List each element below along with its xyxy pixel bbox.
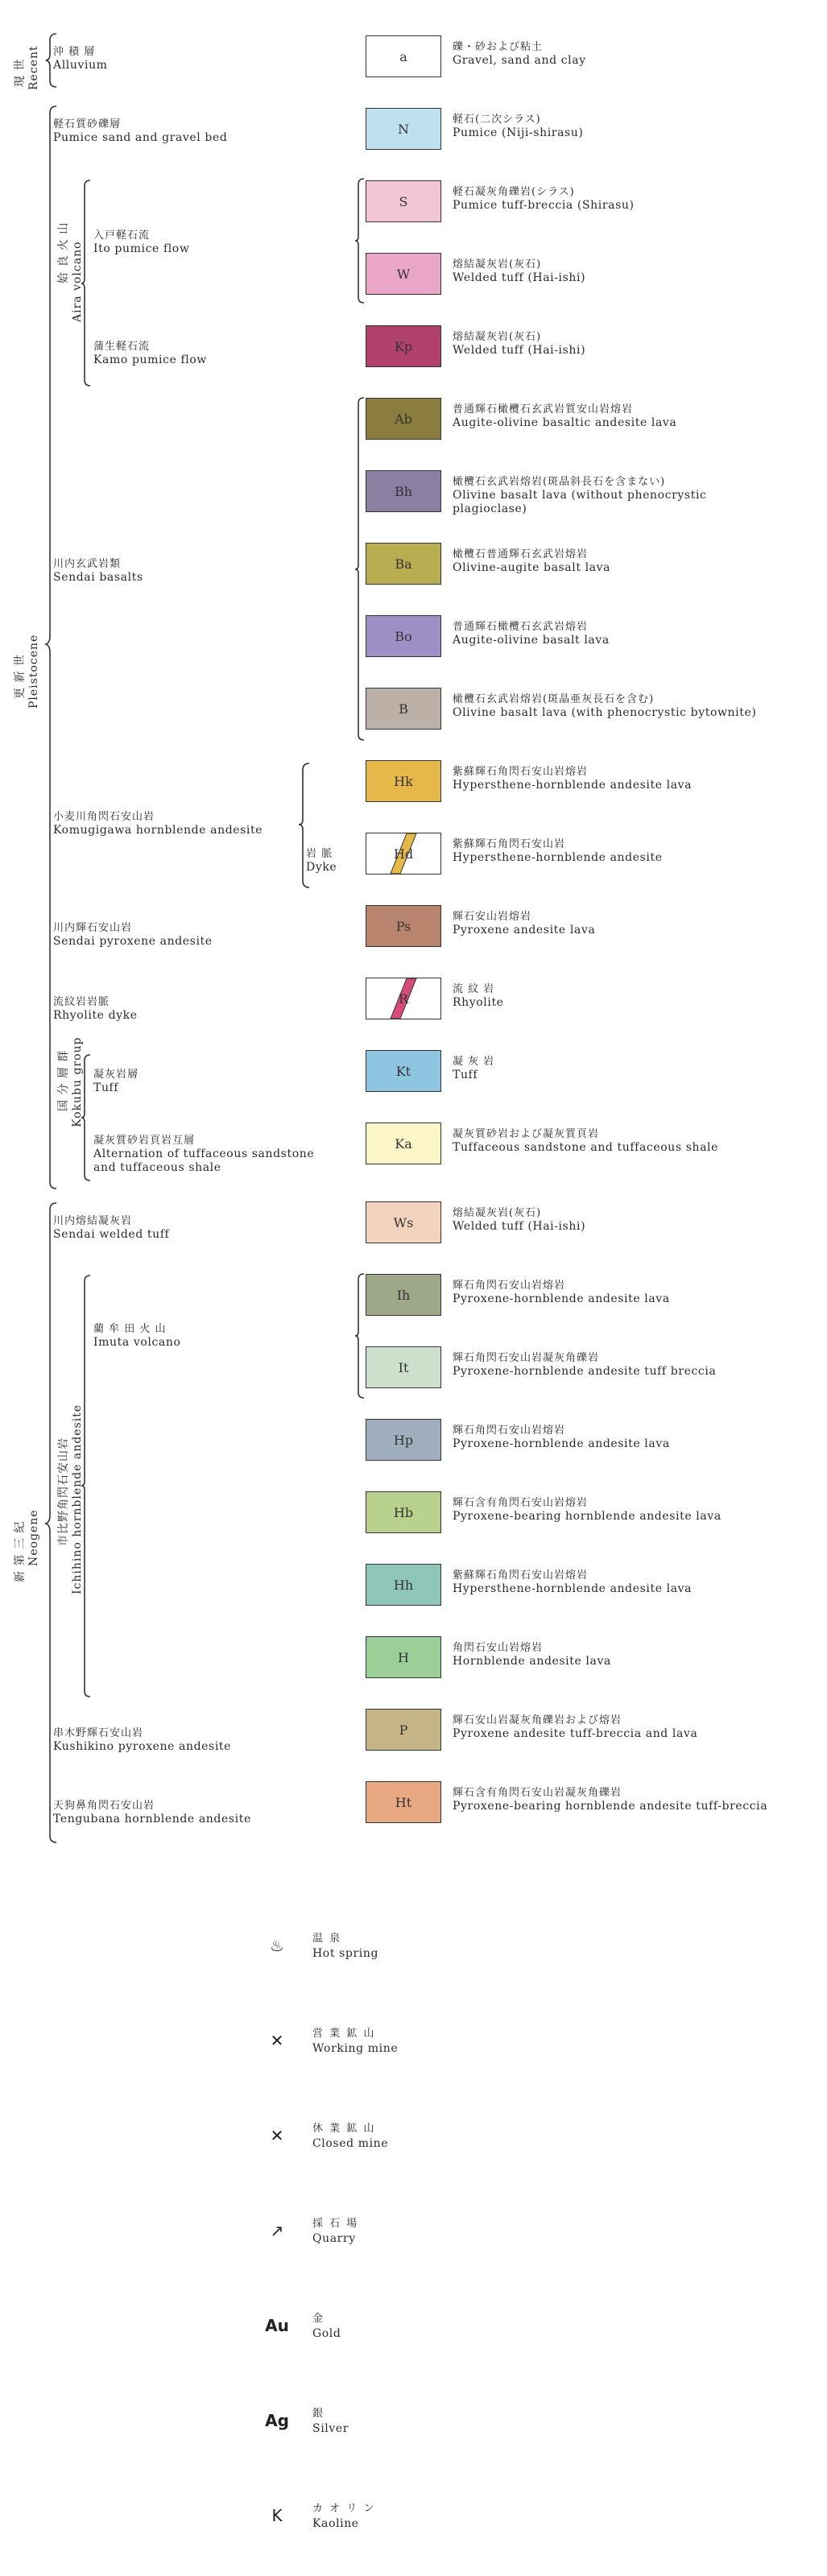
era-neogene-en: Neogene [27,1509,40,1566]
symbol-row [258,1931,596,1966]
legend-description [453,475,706,516]
legend-desc-en: Olivine basalt lava (with phenocrystic bytownite) [453,706,757,719]
era-pleistocene-en: Pleistocene [27,634,40,709]
legend-description [453,1424,670,1451]
legend-desc-en: Hornblende andesite lava [453,1655,611,1668]
hot-spring-icon: ♨ [270,1936,284,1955]
legend-desc-en: Pyroxene-bearing hornblende andesite lava [453,1510,722,1523]
era-neogene-jp: 新 第 三 紀 [14,1520,27,1582]
legend-swatch [366,760,441,802]
unit-label: 小麦川角閃石安山岩 Komugigawa hornblende andesite [53,811,263,837]
legend-description [453,1569,692,1596]
legend-description [453,1351,716,1379]
legend-desc-jp: 輝石安山岩熔岩 [453,911,532,923]
legend-swatch [366,833,441,875]
legend-row [366,108,817,150]
legend-desc-en: Pyroxene-hornblende andesite lava [453,1437,670,1450]
legend-row [366,1201,817,1243]
legend-row [366,1781,817,1823]
legend-row [366,1709,817,1751]
legend-swatch [366,1123,441,1164]
legend-desc-jp: 輝石角閃石安山岩凝灰角礫岩 [453,1352,600,1364]
legend-code: Ih [396,1287,411,1303]
legend-code: Bh [394,483,413,499]
legend-desc-jp: 普通輝石橄欖石玄武岩質安山岩熔岩 [453,403,634,416]
symbol-description [312,2406,349,2437]
symbol-desc-en: Quarry [312,2232,356,2245]
legend-row [366,1123,817,1164]
legend-swatch [366,1781,441,1823]
legend-swatch [366,1491,441,1533]
symbol-desc-jp: 営 業 鉱 山 [312,2028,376,2040]
legend-swatch [366,1564,441,1606]
unit-label: 串木野輝石安山岩 Kushikino pyroxene andesite [53,1727,232,1753]
legend-description [453,40,586,68]
symbol-description [312,1931,378,1962]
legend-row [366,35,817,77]
symbol-desc-en: Hot spring [312,1947,379,1960]
legend-swatch [366,35,441,77]
unit-label: 凝灰質砂岩頁岩互層 Alternation of tuffaceous sandstone and tuffaceous shale [93,1135,315,1174]
legend-description [453,1279,670,1306]
legend-desc-en: Augite-olivine basalt lava [453,634,610,647]
bracket-aira [81,179,93,388]
unit-label: 藺 牟 田 火 山 Imuta volcano [93,1323,181,1349]
legend-desc-jp: 輝石安山岩凝灰角礫岩および熔岩 [453,1714,622,1726]
group-kokubu-en: Kokubu group [71,1036,84,1127]
legend-desc-jp: 輝石含有角閃石安山岩凝灰角礫岩 [453,1787,622,1799]
legend-code: Bo [395,628,412,644]
legend-code: It [398,1359,409,1375]
legend-desc-jp: 角閃石安山岩熔岩 [453,1642,544,1654]
symbol-desc-en: Kaoline [312,2517,359,2530]
unit-label: 川内輝石安山岩 Sendai pyroxene andesite [53,922,213,948]
legend-row [366,1050,817,1092]
era-pleistocene-jp: 更 新 世 [14,654,27,699]
legend-row [366,1346,817,1388]
symbol-row [258,2311,596,2347]
legend-row [366,253,817,295]
symbol-description [312,2026,398,2057]
group-ichihino-jp: 市比野角閃石安山岩 [57,1437,70,1546]
symbol-description [312,2501,375,2532]
legend-desc-jp: 普通輝石橄欖石玄武岩熔岩 [453,621,589,633]
legend-row [366,1419,817,1461]
legend-code: Ps [395,918,411,934]
legend-row [366,543,817,585]
legend-description [453,910,595,937]
symbol-description [312,2121,388,2152]
legend-row [366,1491,817,1533]
legend-swatch [366,398,441,440]
legend-swatch [366,978,441,1019]
legend-swatch [366,1419,441,1461]
legend-row [366,615,817,657]
legend-swatch [366,180,441,222]
legend-code: Hd [393,846,414,862]
legend-desc-en: Welded tuff (Hai-ishi) [453,271,586,284]
gold-icon: Au [265,2316,289,2335]
legend-desc-en: Pyroxene andesite lava [453,924,596,937]
working-mine-icon: ✕ [270,2031,284,2050]
legend-code: Kt [395,1063,411,1079]
symbol-desc-jp: カ オ リ ン [312,2503,376,2515]
legend-desc-en: Pyroxene-hornblende andesite lava [453,1292,670,1305]
legend-swatch [366,615,441,657]
legend-desc-en: Rhyolite [453,996,504,1009]
legend-code: Hb [393,1504,414,1520]
legend-desc-en: Gravel, sand and clay [453,54,586,67]
legend-desc-jp: 熔結凝灰岩(灰石) [453,258,542,271]
legend-desc-en: Welded tuff (Hai-ishi) [453,344,586,357]
legend-description [453,258,585,285]
kaoline-icon: K [271,2506,283,2525]
legend-code: W [396,266,411,282]
legend-desc-en: Olivine basalt lava (without phenocrystic [453,489,707,502]
legend-swatch [366,543,441,585]
legend-row [366,180,817,222]
legend-row [366,1274,817,1316]
legend-code: a [399,48,407,64]
legend-desc-en: Welded tuff (Hai-ishi) [453,1220,586,1233]
legend-desc-en: Pumice (Niji-shirasu) [453,126,584,139]
legend-row [366,1636,817,1678]
legend-code: Ht [395,1794,412,1810]
legend-desc-jp: 凝灰質砂岩および凝灰質頁岩 [453,1128,600,1140]
legend-desc-jp: 凝 灰 岩 [453,1056,495,1068]
legend-desc-jp: 礫・砂および粘土 [453,41,544,53]
legend-code: H [398,1649,409,1665]
symbol-desc-jp: 金 [312,2313,325,2325]
legend-description [453,1641,611,1668]
legend-row [366,398,817,440]
legend-desc-en-cont: plagioclase) [453,502,527,515]
legend-description [453,1714,697,1741]
legend-description [453,982,504,1010]
legend-swatch [366,1346,441,1388]
bracket-imuta [81,1274,93,1699]
legend-desc-en: Pyroxene-bearing hornblende andesite tuff-breccia [453,1800,768,1813]
legend-row [366,325,817,367]
legend-row [366,833,817,875]
symbol-desc-en: Gold [312,2327,341,2340]
quarry-icon: ↗ [270,2221,284,2240]
bracket-kokubu [81,1053,93,1184]
symbol-desc-jp: 採 石 場 [312,2218,359,2230]
legend-description [453,1786,767,1813]
legend-description [453,620,610,647]
legend-code: R [398,990,409,1007]
bracket-pleistocene [45,105,61,1192]
unit-label: 軽石質砂礫層 Pumice sand and gravel bed [53,118,228,144]
symbol-desc-en: Working mine [312,2042,399,2055]
legend-desc-jp: 紫蘇輝石角閃石安山岩熔岩 [453,766,589,778]
symbol-desc-en: Silver [312,2422,349,2435]
symbol-row [258,2026,596,2061]
legend-desc-jp: 橄欖石玄武岩熔岩(斑晶亜灰長石を含む) [453,693,655,705]
symbol-desc-en: Closed mine [312,2137,389,2150]
legend-desc-en: Olivine-augite basalt lava [453,561,611,574]
unit-label: 岩 脈 Dyke [306,848,337,874]
symbol-description [312,2216,358,2247]
legend-code: Ab [395,411,412,427]
unit-label: 蒲生軽石流 Kamo pumice flow [93,341,207,366]
legend-swatch [366,905,441,947]
legend-desc-en: Tuffaceous sandstone and tuffaceous shale [453,1141,719,1154]
legend-code: N [398,121,409,137]
legend-swatch [366,1709,441,1751]
legend-desc-en: Hypersthene-hornblende andesite [453,851,663,864]
silver-icon: Ag [265,2411,289,2430]
group-kokubu-jp: 国 分 層 群 [57,1049,70,1111]
legend-desc-en: Hypersthene-hornblende andesite lava [453,1582,693,1595]
legend-code: P [399,1722,408,1738]
legend-swatch [366,1201,441,1243]
legend-row [366,1564,817,1606]
legend-desc-jp: 橄欖石普通輝石玄武岩熔岩 [453,548,589,560]
legend-code: S [399,193,408,209]
legend-desc-jp: 橄欖石玄武岩熔岩(斑晶斜長石を含まない) [453,476,666,488]
legend-desc-en: Pyroxene andesite tuff-breccia and lava [453,1727,698,1740]
legend-description [453,837,663,865]
legend-desc-jp: 熔結凝灰岩(灰石) [453,1207,542,1219]
symbol-row [258,2216,596,2251]
legend-description [453,548,610,575]
legend-desc-en: Tuff [453,1069,478,1081]
legend-row [366,470,817,515]
legend-desc-jp: 軽石凝灰角礫岩(シラス) [453,186,575,198]
unit-label: 天狗鼻角閃石安山岩 Tengubana hornblende andesite [53,1800,251,1826]
unit-label: 入戸軽石流 Ito pumice flow [93,229,190,255]
legend-desc-jp: 紫蘇輝石角閃石安山岩 [453,838,566,850]
group-aira-en: Aira volcano [71,241,84,322]
symbol-desc-jp: 銀 [312,2408,325,2420]
legend-description [453,185,635,213]
era-recent-en: Recent [27,45,40,90]
legend-swatch [366,470,441,512]
legend-description [453,113,584,140]
legend-swatch [366,1050,441,1092]
legend-description [453,1127,718,1155]
legend-row [366,905,817,947]
legend-description [453,330,585,358]
group-aira-jp: 姶 良 火 山 [57,221,70,283]
legend-code: Ba [395,556,412,572]
legend-desc-jp: 紫蘇輝石角閃石安山岩熔岩 [453,1569,589,1582]
legend-row [366,760,817,802]
legend-desc-jp: 輝石角閃石安山岩熔岩 [453,1280,566,1292]
legend-code: Ka [395,1135,412,1152]
legend-code: Hk [394,773,413,789]
legend-code: Hh [393,1577,414,1593]
legend-description [453,765,692,792]
symbol-row [258,2121,596,2156]
unit-label: 凝灰岩層 Tuff [93,1069,139,1094]
unit-label: 川内玄武岩類 Sendai basalts [53,558,143,584]
legend-desc-en: Pumice tuff-breccia (Shirasu) [453,199,635,212]
closed-mine-icon: ✕ [270,2126,284,2145]
legend-description [453,403,676,430]
legend-code: B [399,701,408,717]
unit-label: 流紋岩岩脈 Rhyolite dyke [53,996,138,1022]
unit-label: 川内熔結凝灰岩 Sendai welded tuff [53,1215,170,1241]
legend-swatch [366,1636,441,1678]
legend-swatch [366,1274,441,1316]
legend-description [453,1055,494,1082]
symbol-desc-jp: 温 泉 [312,1933,342,1945]
legend-desc-jp: 輝石角閃石安山岩熔岩 [453,1424,566,1437]
legend-desc-jp: 熔結凝灰岩(灰石) [453,331,542,343]
legend-swatch [366,108,441,150]
legend-description [453,693,756,720]
legend-desc-en: Augite-olivine basaltic andesite lava [453,416,677,429]
symbol-row [258,2501,596,2537]
legend-desc-jp: 輝石含有角閃石安山岩熔岩 [453,1497,589,1509]
era-recent-jp: 現 世 [14,58,27,87]
symbol-description [312,2311,341,2342]
legend-row [366,978,817,1019]
legend-desc-jp: 流 紋 岩 [453,983,495,995]
legend-desc-en: Hypersthene-hornblende andesite lava [453,779,693,792]
legend-description [453,1496,722,1524]
legend-desc-jp: 軽石(二次シラス) [453,114,541,126]
legend-code: Kp [394,338,413,354]
symbol-row [258,2406,596,2442]
legend-row [366,688,817,730]
legend-swatch [366,688,441,730]
unit-label: 沖 積 層 Alluvium [53,46,108,72]
symbol-desc-jp: 休 業 鉱 山 [312,2123,376,2135]
group-ichihino-en: Ichihino hornblende andesite [71,1404,84,1594]
legend-swatch [366,253,441,295]
legend-code: Ws [393,1214,414,1230]
legend-code: Hp [393,1432,414,1448]
legend-swatch [366,325,441,367]
legend-desc-en: Pyroxene-hornblende andesite tuff breccia [453,1365,717,1378]
legend-description [453,1206,585,1234]
